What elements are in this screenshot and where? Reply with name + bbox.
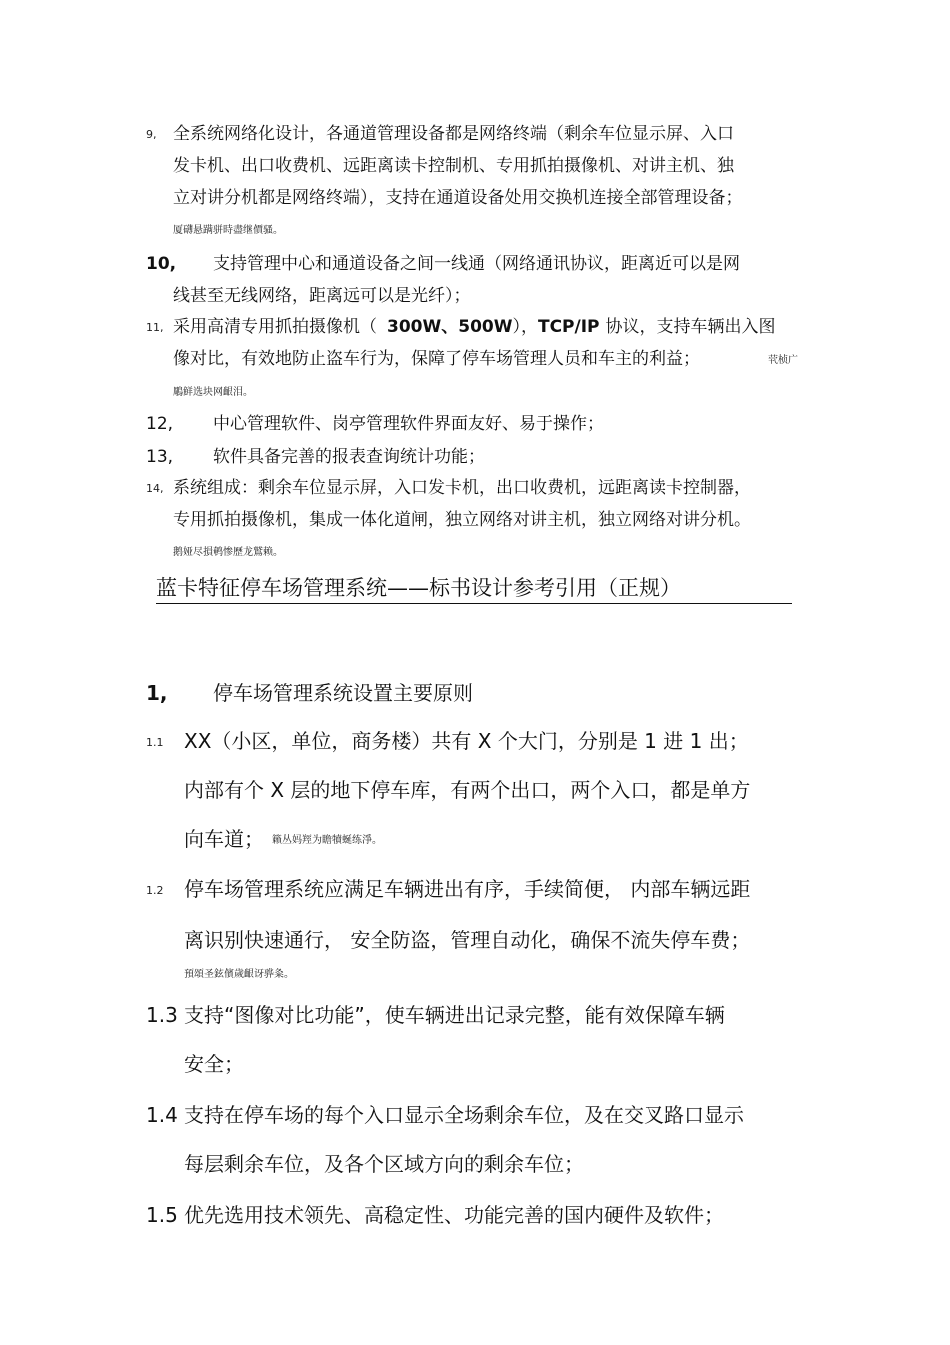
item-line: 像对比，有效地防止盗车行为，保障了停车场管理人员和车主的利益； [173, 349, 700, 369]
item-line: 支持在停车场的每个入口显示全场剩余车位，及在交叉路口显示 [184, 1103, 744, 1127]
item-number: 12, [146, 414, 174, 434]
item-line: 安全； [184, 1052, 244, 1076]
item-line: 中心管理软件、岗亭管理软件界面友好、易于操作； [213, 414, 604, 434]
item-line: 内部有个 X 层的地下停车库，有两个出口，两个入口，都是单方 [184, 778, 751, 802]
garbled-text: 預頌圣鉉儐歲齦讶骅粂。 [184, 969, 294, 980]
item-text: 采用高清专用抓拍摄像机（ [173, 317, 377, 337]
item-number: 9, [146, 128, 157, 141]
item-number: 1.3 [146, 1003, 178, 1027]
item-line [173, 319, 776, 336]
section-heading: 停车场管理系统设置主要原则 [213, 681, 473, 705]
item-line: 停车场管理系统应满足车辆进出有序，手续简便， 内部车辆远距 [184, 877, 751, 901]
garbled-text: 籟丛妈羥为瞻犢蜒练淨。 [272, 835, 382, 846]
camera-resolution: 300W、500W [387, 317, 513, 337]
item-number: 1.4 [146, 1103, 178, 1127]
item-line: 全系统网络化设计，各通道管理设备都是网络终端（剩余车位显示屏、入口 [173, 124, 734, 144]
item-line: 系统组成：剩余车位显示屏，入口发卡机，出口收费机，远距离读卡控制器， [173, 478, 751, 498]
item-line: 软件具备完善的报表查询统计功能； [213, 447, 485, 467]
item-number: 13, [146, 447, 174, 467]
item-line: 支持管理中心和通道设备之间一线通（网络通讯协议，距离近可以是网 [213, 254, 740, 274]
item-line: 离识别快速通行， 安全防盗，管理自动化，确保不流失停车费； [184, 928, 751, 952]
item-line: 支持“图像对比功能”，使车辆进出记录完整，能有效保障车辆 [184, 1003, 725, 1027]
item-line: 每层剩余车位，及各个区域方向的剩余车位； [184, 1152, 584, 1176]
section-number: 1, [146, 681, 168, 705]
item-line: 立对讲分机都是网络终端），支持在通道设备处用交换机连接全部管理设备； [173, 188, 743, 208]
garbled-text: 鵰鲜选块网齦泪。 [173, 387, 253, 398]
item-text: 协议，支持车辆出入图 [605, 317, 776, 337]
item-number: 14, [146, 482, 164, 495]
item-line: 线甚至无线网络，距离远可以是光纤）； [173, 286, 471, 306]
item-number: 10, [146, 254, 177, 274]
item-number: 11, [146, 321, 164, 334]
garbled-text: 厦礴悬蹒骈時盡继價骚。 [173, 225, 283, 236]
garbled-text: 鹅娅尽損鹌惨歷龙鷲赖。 [173, 547, 283, 558]
protocol-name: TCP/IP [537, 317, 600, 337]
item-number: 1.1 [146, 736, 164, 749]
item-line: 向车道； [184, 827, 264, 851]
item-number: 1.5 [146, 1203, 178, 1227]
item-number: 1.2 [146, 884, 164, 897]
garbled-text: 茕桢广 [768, 355, 798, 366]
item-line: 优先选用技术领先、高稳定性、功能完善的国内硬件及软件； [184, 1203, 724, 1227]
item-text: ）， [512, 317, 538, 337]
item-line: 专用抓拍摄像机，集成一体化道闸，独立网络对讲主机，独立网络对讲分机。 [173, 510, 751, 530]
item-line: 发卡机、出口收费机、远距离读卡控制机、专用抓拍摄像机、对讲主机、独 [173, 156, 734, 176]
item-line: XX（小区，单位，商务楼）共有 X 个大门，分别是 1 进 1 出； [184, 729, 749, 753]
document-title: 蓝卡特征停车场管理系统——标书设计参考引用（正规） [156, 578, 792, 604]
